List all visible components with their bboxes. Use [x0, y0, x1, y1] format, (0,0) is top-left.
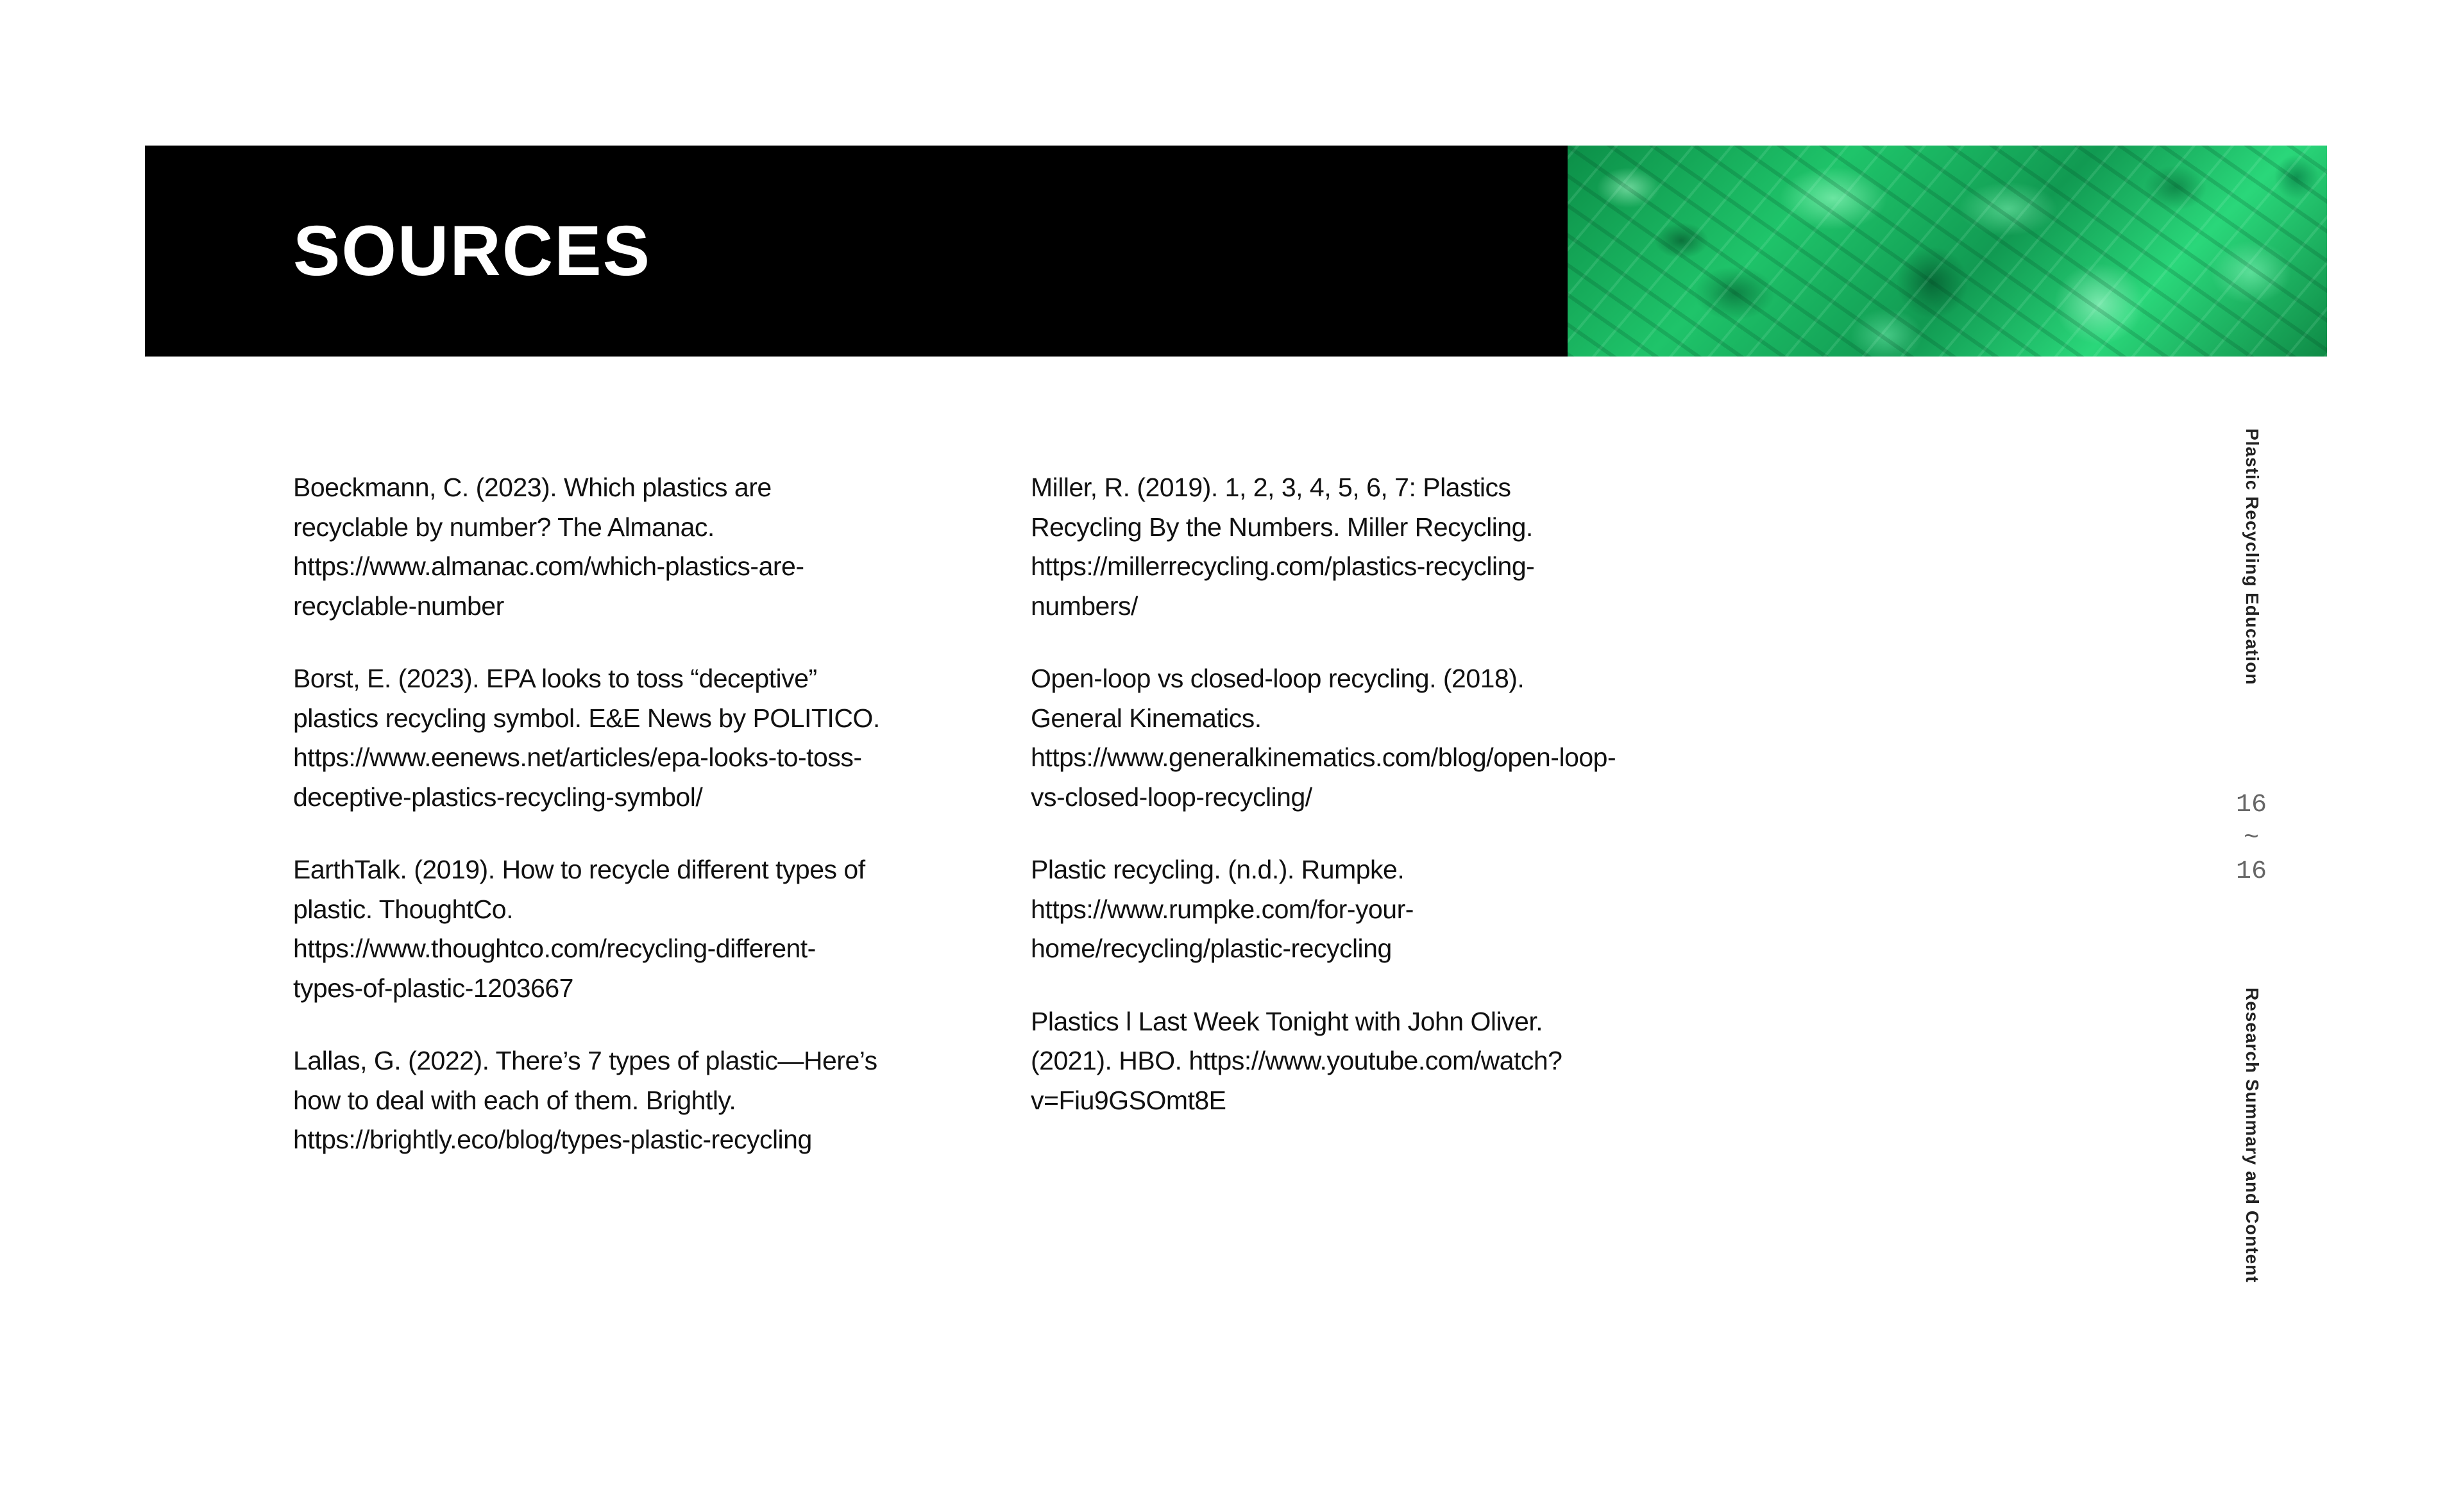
- source-entry: Miller, R. (2019). 1, 2, 3, 4, 5, 6, 7: Plastics Recycling By the Numbers. Miller Recycling. https://millerrecycling.com/plastics-recycling-numbers/: [1031, 473, 1535, 621]
- sources-column-left: [293, 468, 883, 1193]
- page-counter: [2226, 789, 2277, 889]
- source-entry: Borst, E. (2023). EPA looks to toss “deceptive” plastics recycling symbol. E&E News by POLITICO. https://www.eenews.net/articles/epa-looks-to-toss-deceptive-plastics-recycling-symbol/: [293, 664, 880, 812]
- header-image-green-plastics: [1568, 146, 2327, 357]
- source-entry: Lallas, G. (2022). There’s 7 types of plastic—Here’s how to deal with each of them. Brightly. https://brightly.eco/blog/types-plastic-recycling: [293, 1046, 877, 1154]
- source-entry: Boeckmann, C. (2023). Which plastics are recyclable by number? The Almanac. https://www.almanac.com/which-plastics-are-recyclable-number: [293, 473, 804, 621]
- source-entry: Open-loop vs closed-loop recycling. (2018). General Kinematics. https://www.generalkinematics.com/blog/open-loop-vs-closed-loop-recycling/: [1031, 664, 1616, 812]
- sidebar-document-title: Plastic Recycling Education: [2242, 428, 2262, 685]
- page-current: 16: [2235, 791, 2267, 819]
- sources-column-right: [1031, 468, 1621, 1154]
- source-entry: Plastic recycling. (n.d.). Rumpke. https://www.rumpke.com/for-your-home/recycling/plastic-recycling: [1031, 855, 1414, 963]
- page-title: SOURCES: [293, 212, 651, 290]
- header-band: [145, 146, 2327, 357]
- page-total: 16: [2235, 857, 2267, 886]
- page-separator: ~: [2243, 824, 2259, 853]
- sidebar-section-title: Research Summary and Content: [2242, 987, 2262, 1283]
- source-entry: Plastics l Last Week Tonight with John Oliver. (2021). HBO. https://www.youtube.com/watch?v=Fiu9GSOmt8E: [1031, 1006, 1562, 1115]
- source-entry: EarthTalk. (2019). How to recycle different types of plastic. ThoughtCo. https://www.thoughtco.com/recycling-different-types-of-plastic-1203667: [293, 855, 865, 1003]
